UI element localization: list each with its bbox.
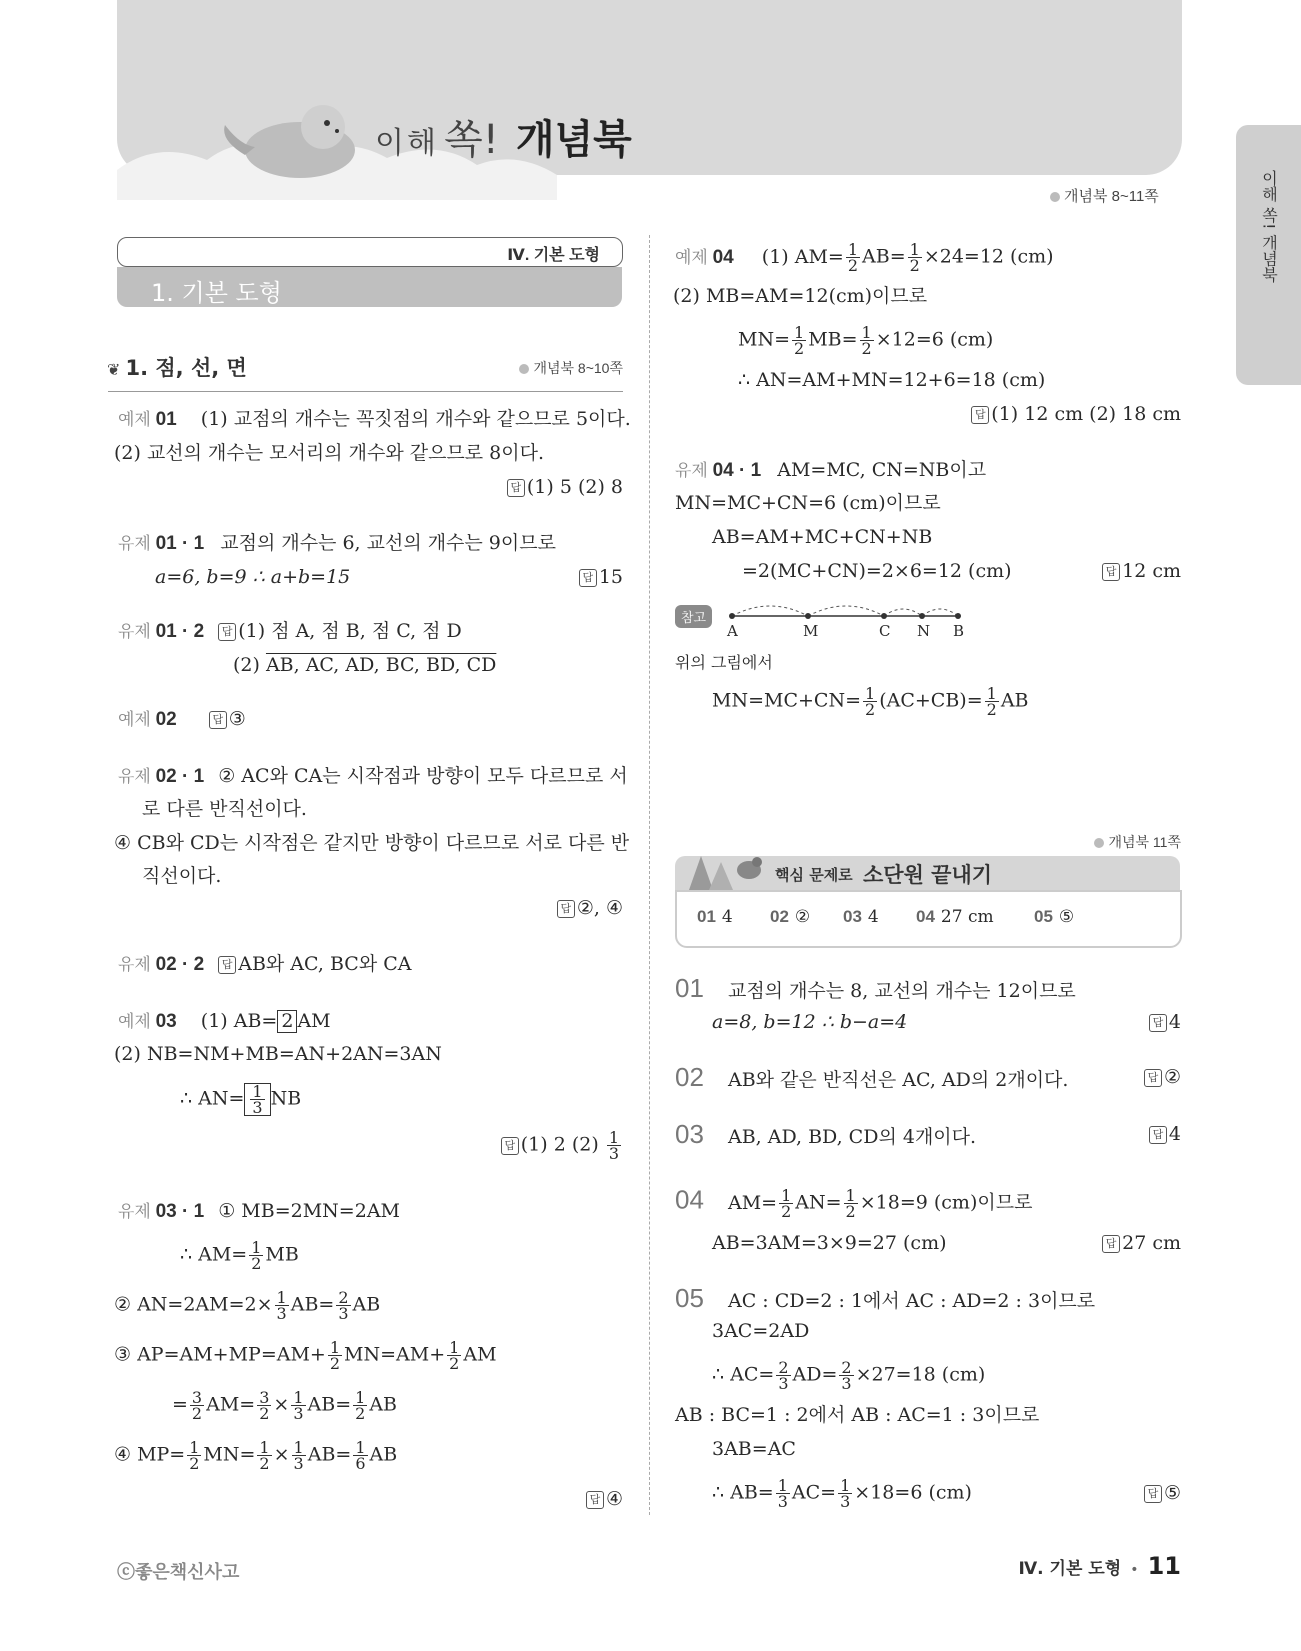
divider [108,391,623,392]
p04-answer: 답 27 cm [1102,1232,1181,1254]
u03-1-answer: 답 ④ [586,1488,623,1510]
u03-1-line2: ∴ AM= $\frac{1}{2}$ MB [180,1238,299,1273]
review-ref: 개념북 11쪽 [1094,832,1181,852]
u02-1-line4: 직선이다. [142,865,222,887]
p05-line5: 3AB=AC [712,1438,796,1460]
review-answer-num: 03 [843,907,862,926]
subsection-ref: 개념북 8~10쪽 [519,358,623,378]
note-line1: 위의 그림에서 [675,653,773,672]
answer-icon: 답 [1102,563,1120,581]
section-title-bar [117,267,622,307]
u03-1-line4: ③ AP=AM+MP=AM+ $\frac{1}{2}$ MN=AM+ $\frac{1}{2}$ AM [114,1338,497,1373]
p05-line4: AB : BC=1 : 2에서 AB : AC=1 : 3이므로 [675,1404,1040,1426]
point-label-n: N [917,622,931,640]
answer-icon: 답 [209,711,227,729]
ex03-line2: (2) NB=NM+MB=AN+2AN=3AN [114,1043,442,1065]
u02-2-line: 유제 02 · 2 답 AB와 AC, BC와 CA [118,953,412,975]
point-label-m: M [803,622,819,640]
chapter-tag: Ⅳ. 기본 도형 [507,247,600,264]
review-answer-item [770,907,810,927]
answer-icon: 답 [218,956,236,974]
ex02-line: 예제 02 답 ③ [118,708,246,730]
subsection-title: 1. 점, 선, 면 [125,356,247,380]
seal-mascot-icon [215,95,365,185]
p04-line2: AB=3AM=3×9=27 (cm) [712,1232,947,1254]
p01-answer: 답 4 [1149,1011,1181,1033]
u03-1-line3: ② AN=2AM=2× $\frac{1}{3}$ AB= $\frac{2}{3}$ AB [114,1288,381,1323]
p04-line1: 04 AM= $\frac{1}{2}$ AN= $\frac{1}{2}$ ×18=9 (cm)이므로 [675,1184,1033,1221]
review-banner-b: 소단원 끝내기 [863,863,993,887]
u04-1-line2: MN=MC+CN=6 (cm)이므로 [675,492,941,514]
review-answer-item [843,907,879,927]
u01-2-line1: 유제 01 · 2 답 (1) 점 A, 점 B, 점 C, 점 D [118,620,462,642]
header-title-part3: 개념북 [515,117,632,163]
u03-1-line5: = $\frac{3}{2}$ AM= $\frac{3}{2}$ × $\frac{1}{3}$ AB= $\frac{1}{2}$ AB [172,1388,397,1423]
u04-1-line1: 유제 04 · 1 AM=MC, CN=NB이고 [675,459,987,481]
ex03-line1: 예제 03 (1) AB= 2 AM [118,1010,331,1032]
review-answer-value: 27 cm [940,907,994,927]
u01-1-line2: a=6, b=9 ∴ a+b=15 [155,566,351,588]
p03-answer: 답 4 [1149,1123,1181,1145]
review-answer-value: ⑤ [1058,907,1075,927]
answer-icon: 답 [218,623,236,641]
review-answer-value: 4 [721,907,733,927]
answer-icon: 답 [1144,1485,1162,1503]
review-answers-box [675,890,1182,948]
leaf-icon: ❦ [107,360,121,379]
u02-1-line1: 유제 02 · 1 ② AC와 CA는 시작점과 방향이 모두 다르므로 서 [118,765,628,787]
trees-bird-icon [679,842,769,890]
ex01-line2: (2) 교선의 개수는 모서리의 개수와 같으므로 8이다. [114,442,545,464]
ex03-answer: 답 (1) 2 (2) $\frac{1}{3}$ [501,1130,623,1161]
review-answer-num: 02 [770,907,789,926]
answer-icon: 답 [1144,1069,1162,1087]
u01-1-answer: 답 15 [579,566,623,588]
ex01-label: 예제 01 [118,409,177,430]
u04-1-line4: =2(MC+CN)=2×6=12 (cm) [742,560,1012,582]
bullet-dot-icon [519,364,529,374]
footer-publisher: ⓒ좋은책신사고 [117,1562,240,1583]
ex03-line3: ∴ AN= $\frac{1}{3}$ NB [180,1082,302,1117]
u04-1-answer: 답 12 cm [1102,560,1181,582]
review-answer-num: 05 [1034,907,1053,926]
bullet-dot-icon [1094,838,1104,848]
review-answer-value: 4 [867,907,879,927]
answer-icon: 답 [971,406,989,424]
p05-line1: 05 AC : CD=2 : 1에서 AC : AD=2 : 3이므로 [675,1283,1096,1313]
review-answer-item [697,907,733,927]
p05-answer: 답 ⑤ [1144,1482,1181,1504]
u03-1-line1: 유제 03 · 1 ① MB=2MN=2AM [118,1200,400,1222]
ex04-answer: 답 (1) 12 cm (2) 18 cm [971,403,1181,425]
review-answer-num: 04 [916,907,935,926]
side-tab [1236,125,1301,385]
answer-icon: 답 [1149,1014,1167,1032]
point-label-a: A [727,622,738,640]
review-banner-a: 핵심 문제로 [775,866,853,884]
review-answer-num: 01 [697,907,716,926]
p03-line: 03 AB, AD, BD, CD의 4개이다. [675,1119,977,1149]
u02-1-line3: ④ CB와 CD는 시작점은 같지만 방향이 다르므로 서로 다른 반 [114,832,630,854]
answer-icon: 답 [1149,1126,1167,1144]
answer-icon: 답 [557,900,575,918]
header-title [375,108,632,165]
p05-line3: ∴ AC= $\frac{2}{3}$ AD= $\frac{2}{3}$ ×27=18 (cm) [712,1358,986,1393]
u02-1-answer: 답 ②, ④ [557,897,623,919]
ex04-line3: MN= $\frac{1}{2}$ MB= $\frac{1}{2}$ ×12=6 (cm) [738,323,994,358]
answer-icon: 답 [586,1491,604,1509]
header-title-part2: 쏙! [444,117,499,163]
footer-chapter: Ⅳ. 기본 도형 [1018,1559,1122,1579]
side-tab-label: 이해 쏙! 개념북 [1259,170,1279,283]
answer-icon: 답 [501,1137,519,1155]
answer-icon: 답 [1102,1235,1120,1253]
bullet-dot-icon [1050,192,1060,202]
ex04-line4: ∴ AN=AM+MN=12+6=18 (cm) [738,369,1046,391]
u03-1-line6: ④ MP= $\frac{1}{2}$ MN= $\frac{1}{2}$ × $\frac{1}{3}$ AB= $\frac{1}{6}$ AB [114,1438,398,1473]
u01-1-line1: 유제 01 · 1 교점의 개수는 6, 교선의 개수는 9이므로 [118,532,556,554]
point-label-b: B [953,622,965,640]
ex04-line2: (2) MB=AM=12(cm)이므로 [673,285,928,307]
p02-answer: 답 ② [1144,1066,1181,1088]
ex01-answer: 답 (1) 5 (2) 8 [507,476,623,498]
section-title: 1. 기본 도형 [151,279,282,307]
segment-diagram [720,590,970,640]
p01-line2: a=8, b=12 ∴ b−a=4 [712,1011,908,1033]
review-banner [675,856,1180,890]
point-label-c: C [879,622,891,640]
footer-page-number: 11 [1147,1552,1181,1580]
p05-line2: 3AC=2AD [712,1320,810,1342]
u02-1-line2: 로 다른 반직선이다. [142,798,307,820]
p02-line: 02 AB와 같은 반직선은 AC, AD의 2개이다. [675,1062,1069,1092]
ex04-line1: 예제 04 (1) AM= $\frac{1}{2}$ AB= $\frac{1}{2}$ ×24=12 (cm) [675,240,1054,275]
review-answer-value: ② [794,907,811,927]
column-divider [649,235,650,1515]
note-line2: MN=MC+CN= $\frac{1}{2}$ (AC+CB)= $\frac{1}{2}$ AB [712,684,1029,719]
footer-page: Ⅳ. 기본 도형 • 11 [1018,1552,1181,1580]
review-answer-item [1034,907,1074,927]
chapter-tag-box [117,237,623,267]
u01-2-line2: (2) AB, AC, AD, BC, BD, CD [233,654,497,676]
answer-icon: 답 [507,479,525,497]
p05-line6: ∴ AB= $\frac{1}{3}$ AC= $\frac{1}{3}$ ×18=6 (cm) [712,1476,972,1511]
ex01-line1: 예제 01 (1) 교점의 개수는 꼭짓점의 개수와 같으므로 5이다. [118,408,631,430]
p01-line1: 01 교점의 개수는 8, 교선의 개수는 12이므로 [675,973,1076,1003]
subsection-header [107,352,623,382]
answer-icon: 답 [579,569,597,587]
header-pages-ref: 개념북 8~11쪽 [1050,185,1159,206]
u04-1-line3: AB=AM+MC+CN+NB [712,526,933,548]
review-answer-item [916,907,994,927]
header-title-part1: 이해 [375,126,439,161]
note-tag: 참고 [675,605,712,628]
